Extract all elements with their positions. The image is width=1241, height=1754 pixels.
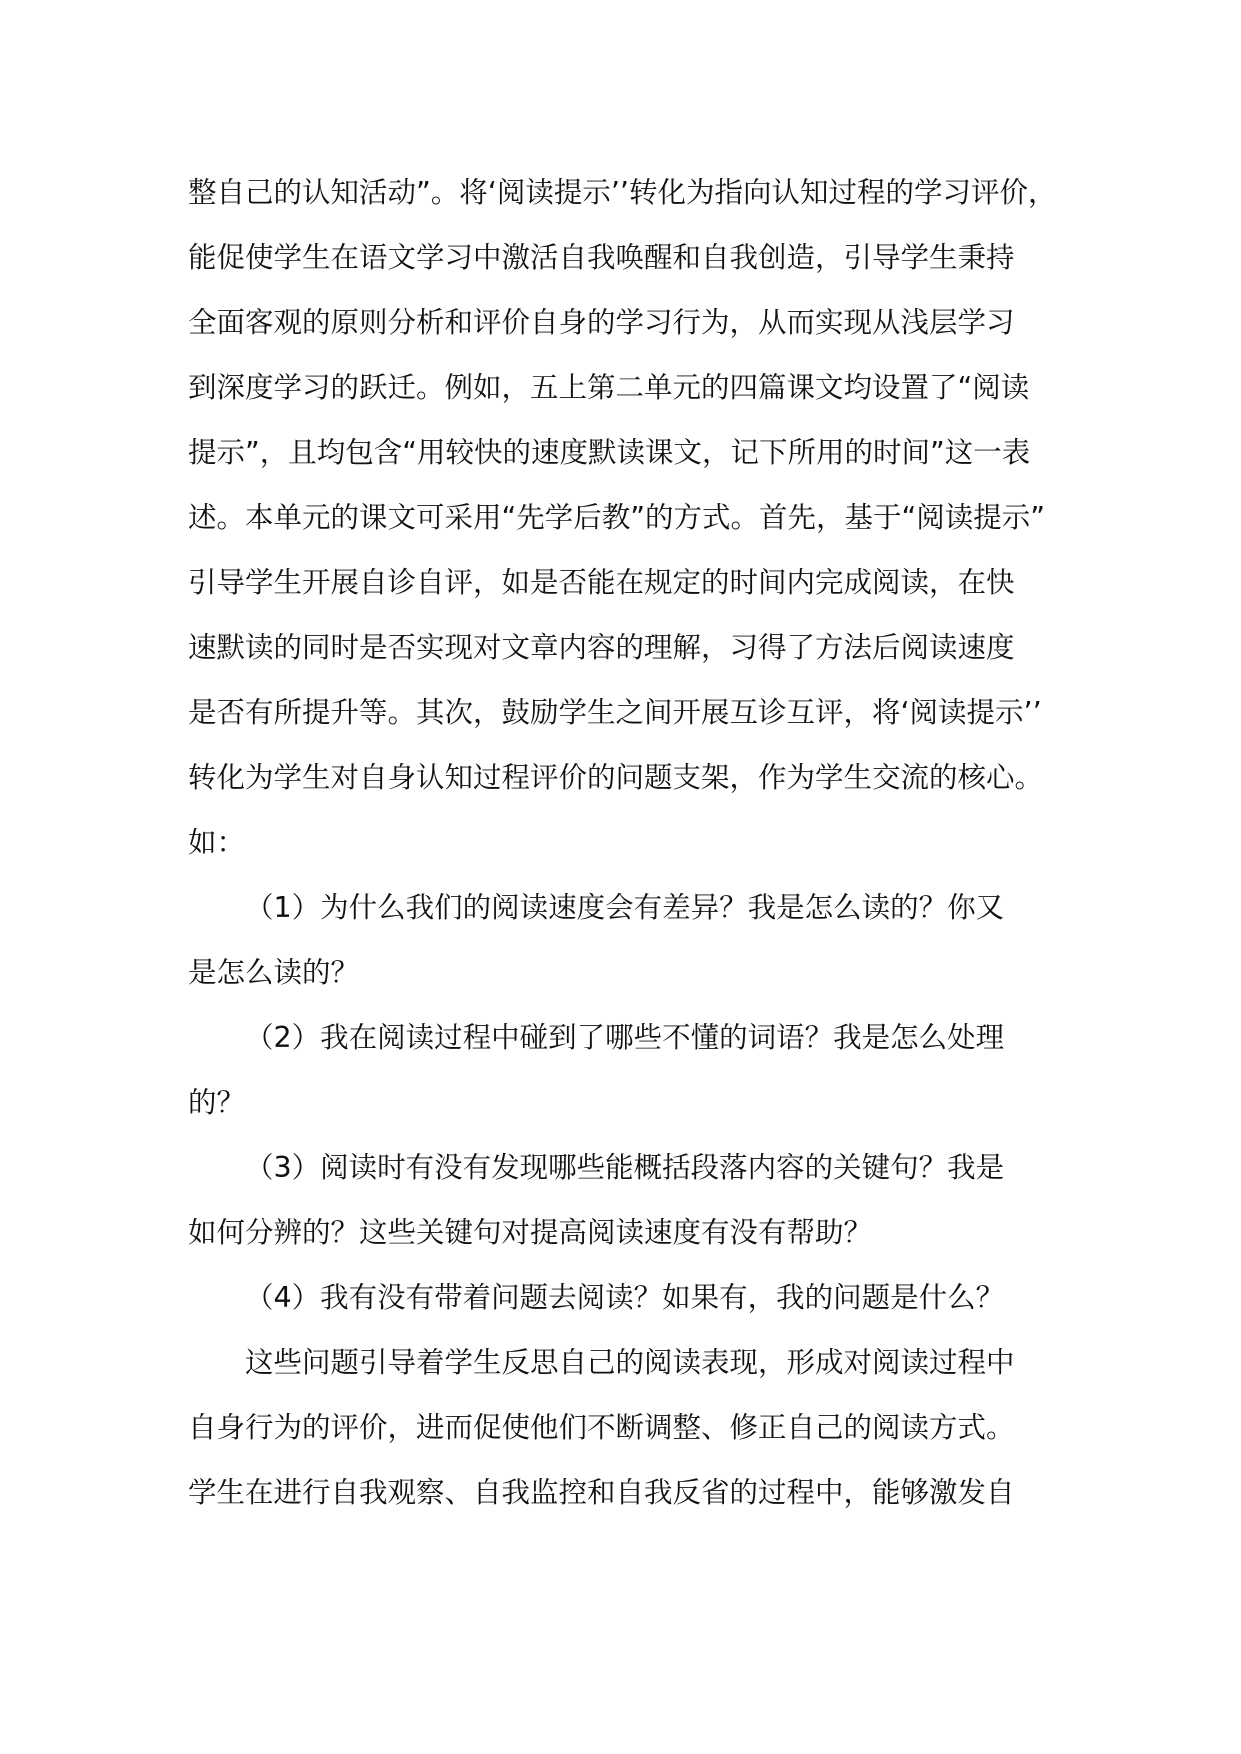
text-line: 如： bbox=[188, 826, 246, 859]
text-line: 能促使学生在语文学习中激活自我唤醒和自我创造，引导学生秉持 bbox=[188, 241, 1015, 274]
text-line: 这些问题引导着学生反思自己的阅读表现，形成对阅读过程中 bbox=[245, 1346, 1015, 1379]
text-line: 到深度学习的跃迁。例如，五上第二单元的四篇课文均设置了“阅读 bbox=[188, 371, 1030, 404]
text-line: （3）阅读时有没有发现哪些能概括段落内容的关键句？我是 bbox=[245, 1151, 1005, 1184]
text-line: 述。本单元的课文可采用“先学后教”的方式。首先，基于“阅读提示” bbox=[188, 501, 1046, 534]
body-text bbox=[188, 160, 1088, 1525]
text-line: （4）我有没有带着问题去阅读？如果有，我的问题是什么？ bbox=[245, 1281, 1005, 1314]
text-line: 是怎么读的？ bbox=[188, 956, 360, 989]
text-line: （2）我在阅读过程中碰到了哪些不懂的词语？我是怎么处理 bbox=[245, 1021, 1005, 1054]
text-line: 全面客观的原则分析和评价自身的学习行为，从而实现从浅层学习 bbox=[188, 306, 1015, 339]
text-line: 学生在进行自我观察、自我监控和自我反省的过程中，能够激发自 bbox=[188, 1476, 1015, 1509]
text-line: 的？ bbox=[188, 1086, 246, 1119]
text-line: 整自己的认知活动”。将‘阅读提示’’转化为指向认知过程的学习评价， bbox=[188, 176, 1057, 209]
text-line: 是否有所提升等。其次，鼓励学生之间开展互诊互评，将‘阅读提示’’ bbox=[188, 696, 1042, 729]
text-line: 自身行为的评价，进而促使他们不断调整、修正自己的阅读方式。 bbox=[188, 1411, 1015, 1444]
text-line: （1）为什么我们的阅读速度会有差异？我是怎么读的？你又 bbox=[245, 891, 1005, 924]
text-line: 引导学生开展自诊自评，如是否能在规定的时间内完成阅读，在快 bbox=[188, 566, 1015, 599]
text-line: 提示”，且均包含“用较快的速度默读课文，记下所用的时间”这一表 bbox=[188, 436, 1031, 469]
text-line: 如何分辨的？这些关键句对提高阅读速度有没有帮助？ bbox=[188, 1216, 873, 1249]
text-line: 转化为学生对自身认知过程评价的问题支架，作为学生交流的核心。 bbox=[188, 761, 1044, 794]
text-line: 速默读的同时是否实现对文章内容的理解，习得了方法后阅读速度 bbox=[188, 631, 1015, 664]
